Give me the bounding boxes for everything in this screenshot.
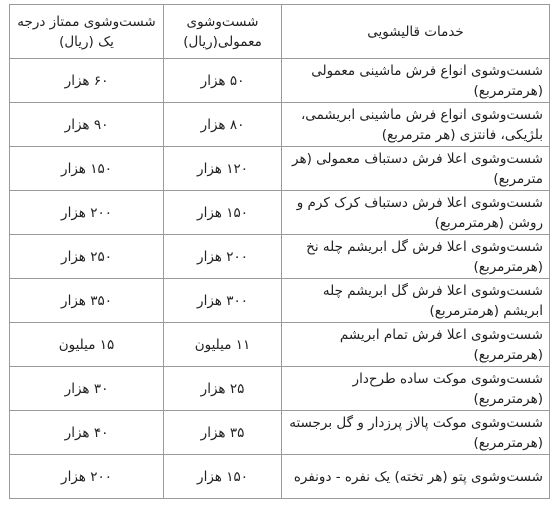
- premium-price-cell: ۶۰ هزار: [10, 59, 164, 103]
- service-cell: شست‌وشوی اعلا فرش تمام ابریشم (هرمترمربع): [282, 323, 550, 367]
- price-table: [9, 4, 550, 499]
- table-row: [10, 323, 550, 367]
- header-premium-price: [10, 5, 164, 59]
- service-cell: شست‌وشوی موکت پالاز پرزدار و گل برجسته (هرمترمربع): [282, 411, 550, 455]
- normal-price-cell: ۳۵ هزار: [164, 411, 282, 455]
- table-row: [10, 367, 550, 411]
- premium-price-cell: ۳۰ هزار: [10, 367, 164, 411]
- header-service-label: خدمات قالیشویی: [367, 23, 464, 40]
- table-row: [10, 411, 550, 455]
- service-cell: شست‌وشوی پتو (هر تخته) یک نفره - دونفره: [282, 455, 550, 499]
- normal-price-cell: ۳۰۰ هزار: [164, 279, 282, 323]
- service-cell: شست‌وشوی اعلا فرش دستباف کرک کرم و روشن (هرمترمربع): [282, 191, 550, 235]
- premium-price-cell: ۲۵۰ هزار: [10, 235, 164, 279]
- premium-price-cell: ۲۰۰ هزار: [10, 191, 164, 235]
- table-row: [10, 103, 550, 147]
- table-row: [10, 59, 550, 103]
- header-normal-price-label: شست‌وشوی معمولی(ریال): [183, 13, 262, 50]
- service-cell: شست‌وشوی اعلا فرش گل ابریشم چله ابریشم (هرمترمربع): [282, 279, 550, 323]
- normal-price-cell: ۲۰۰ هزار: [164, 235, 282, 279]
- table-row: [10, 455, 550, 499]
- table-body: [10, 59, 550, 499]
- header-row: [10, 5, 550, 59]
- table-row: [10, 147, 550, 191]
- service-cell: شست‌وشوی انواع فرش ماشینی ابریشمی، بلژیکی، فانتزی (هر مترمربع): [282, 103, 550, 147]
- service-cell: شست‌وشوی انواع فرش ماشینی معمولی (هرمترمربع): [282, 59, 550, 103]
- service-cell: شست‌وشوی اعلا فرش دستباف معمولی (هر مترمربع): [282, 147, 550, 191]
- table-header: [10, 5, 550, 59]
- premium-price-cell: ۳۵۰ هزار: [10, 279, 164, 323]
- normal-price-cell: ۲۵ هزار: [164, 367, 282, 411]
- premium-price-cell: ۴۰ هزار: [10, 411, 164, 455]
- premium-price-cell: ۲۰۰ هزار: [10, 455, 164, 499]
- service-cell: شست‌وشوی اعلا فرش گل ابریشم چله نخ (هرمترمربع): [282, 235, 550, 279]
- table-row: [10, 279, 550, 323]
- header-service: [282, 5, 550, 59]
- table-row: [10, 235, 550, 279]
- normal-price-cell: ۸۰ هزار: [164, 103, 282, 147]
- service-cell: شست‌وشوی موکت ساده طرح‌دار (هرمترمربع): [282, 367, 550, 411]
- header-premium-price-label: شست‌وشوی ممتاز درجه یک (ریال): [17, 13, 156, 50]
- premium-price-cell: ۱۵ میلیون: [10, 323, 164, 367]
- premium-price-cell: ۹۰ هزار: [10, 103, 164, 147]
- normal-price-cell: ۱۲۰ هزار: [164, 147, 282, 191]
- normal-price-cell: ۱۵۰ هزار: [164, 191, 282, 235]
- header-normal-price: [164, 5, 282, 59]
- normal-price-cell: ۱۵۰ هزار: [164, 455, 282, 499]
- table-row: [10, 191, 550, 235]
- normal-price-cell: ۵۰ هزار: [164, 59, 282, 103]
- premium-price-cell: ۱۵۰ هزار: [10, 147, 164, 191]
- normal-price-cell: ۱۱ میلیون: [164, 323, 282, 367]
